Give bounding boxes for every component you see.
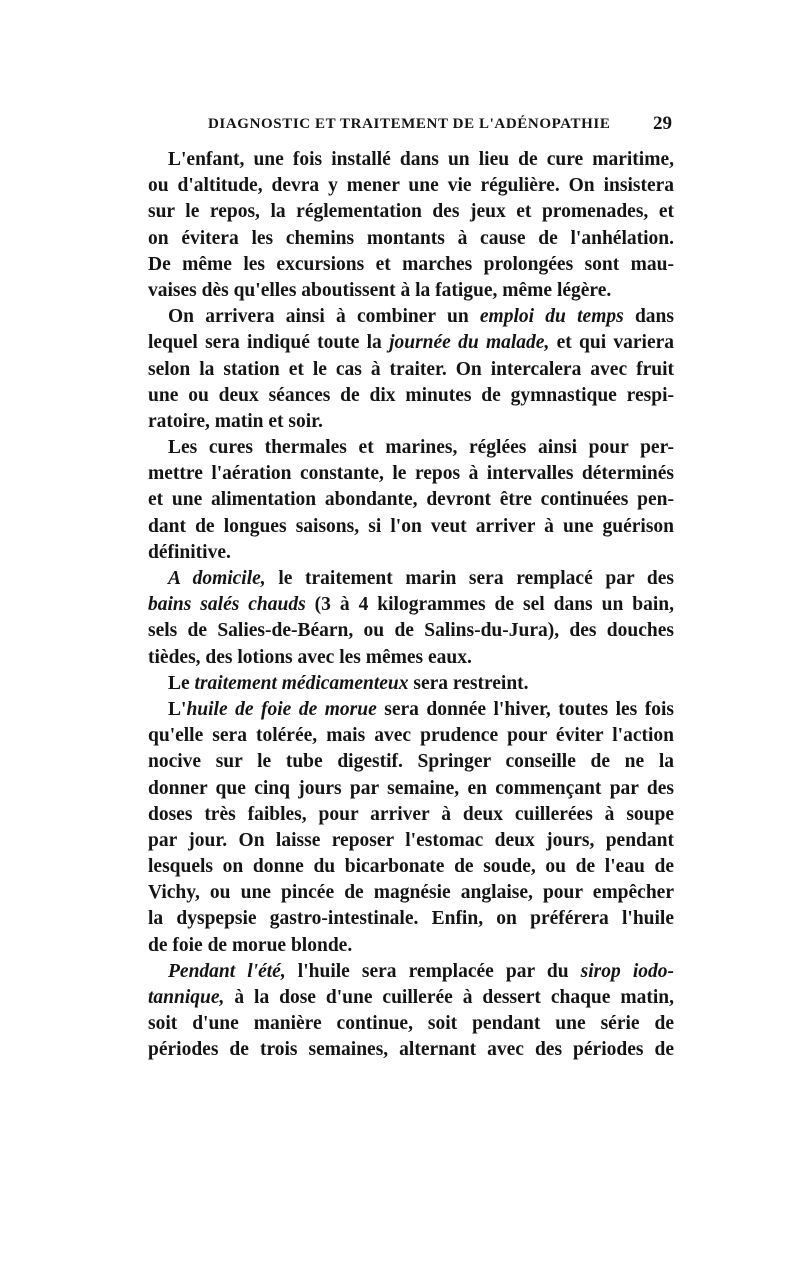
paragraph bbox=[128, 304, 674, 435]
paragraph bbox=[128, 959, 674, 1064]
text-line bbox=[128, 959, 674, 985]
text-line bbox=[128, 304, 674, 330]
paragraph bbox=[128, 671, 674, 697]
text-run: doses très faibles, pour arriver à deux cuillerées à soupe bbox=[148, 803, 674, 825]
text-run: sels de Salies-de-Béarn, ou de Salins-du-Jura), des douches bbox=[148, 620, 674, 642]
text-line bbox=[128, 985, 674, 1011]
text-run: vaises dès qu'elles aboutissent à la fatigue, même légère. bbox=[148, 279, 612, 301]
text-run: dans bbox=[623, 306, 674, 328]
text-run: mettre l'aération constante, le repos à intervalles déterminés bbox=[148, 463, 674, 485]
text-line bbox=[128, 226, 674, 252]
text-line bbox=[128, 147, 674, 173]
text-run: une ou deux séances de dix minutes de gymnastique respi- bbox=[148, 384, 674, 406]
text-line bbox=[128, 278, 674, 304]
text-line bbox=[128, 906, 674, 932]
text-run: définitive. bbox=[148, 541, 231, 563]
text-run: Vichy, ou une pincée de magnésie anglaise, pour empêcher bbox=[148, 882, 674, 904]
italic-run: bains salés chauds bbox=[148, 594, 306, 616]
text-run: l'huile sera remplacée par du bbox=[285, 960, 581, 982]
text-run: tièdes, des lotions avec les mêmes eaux. bbox=[148, 646, 472, 668]
text-line bbox=[128, 645, 674, 671]
text-run: Le bbox=[168, 672, 195, 694]
text-line bbox=[128, 383, 674, 409]
text-run: qu'elle sera tolérée, mais avec prudence pour éviter l'action bbox=[148, 725, 674, 747]
text-run: donner que cinq jours par semaine, en commençant par des bbox=[148, 777, 674, 799]
text-line bbox=[128, 435, 674, 461]
italic-run: emploi du temps bbox=[479, 306, 624, 328]
text-run: ratoire, matin et soir. bbox=[148, 410, 323, 432]
text-run: sera donnée l'hiver, toutes les fois bbox=[376, 698, 674, 720]
italic-run: A domicile, bbox=[168, 568, 266, 589]
text-line bbox=[128, 409, 674, 435]
text-run: sur le repos, la réglementation des jeux et promenades, et bbox=[148, 201, 674, 223]
text-run: lesquels on donne du bicarbonate de soude, ou de l'eau de bbox=[148, 856, 674, 878]
text-line bbox=[128, 854, 674, 880]
italic-run: journée du malade, bbox=[389, 332, 550, 354]
italic-run: tannique, bbox=[148, 987, 225, 1008]
paragraph bbox=[128, 435, 674, 566]
text-line bbox=[128, 487, 674, 513]
text-run: lequel sera indiqué toute la bbox=[148, 332, 390, 354]
text-run: L'enfant, une fois installé dans un lieu de cure maritime, bbox=[168, 149, 674, 170]
text-line bbox=[128, 1011, 674, 1037]
text-line bbox=[128, 540, 674, 566]
running-header bbox=[124, 112, 674, 136]
text-run: selon la station et le cas à traiter. On intercalera avec fruit bbox=[148, 358, 674, 380]
text-line bbox=[128, 697, 674, 723]
text-line bbox=[128, 173, 674, 199]
text-run: de foie de morue blonde. bbox=[148, 934, 353, 956]
page-number: 29 bbox=[653, 113, 672, 134]
text-run: (3 à 4 kilogrammes de sel dans un bain, bbox=[305, 594, 674, 616]
text-line bbox=[128, 252, 674, 278]
italic-run: Pendant l'été, bbox=[168, 960, 286, 982]
body-text bbox=[128, 147, 674, 1064]
text-run: De même les excursions et marches prolongées sont mau- bbox=[148, 253, 674, 275]
text-line bbox=[128, 933, 674, 959]
text-run: dant de longues saisons, si l'on veut arriver à une guérison bbox=[148, 515, 674, 537]
paragraph bbox=[128, 697, 674, 959]
text-line bbox=[128, 723, 674, 749]
text-run: par jour. On laisse reposer l'estomac deux jours, pendant bbox=[148, 829, 674, 851]
running-title: DIAGNOSTIC ET TRAITEMENT DE L'ADÉNOPATHIE bbox=[208, 116, 611, 132]
text-run: à la dose d'une cuillerée à dessert chaque matin, bbox=[224, 987, 674, 1008]
text-line bbox=[128, 880, 674, 906]
text-line bbox=[128, 461, 674, 487]
text-run: ou d'altitude, devra y mener une vie régulière. On insistera bbox=[148, 175, 674, 197]
italic-run: traitement médicamenteux bbox=[194, 672, 409, 694]
text-line bbox=[128, 749, 674, 775]
text-line bbox=[128, 618, 674, 644]
text-line bbox=[128, 828, 674, 854]
text-line bbox=[128, 671, 674, 697]
text-run: On arrivera ainsi à combiner un bbox=[168, 306, 480, 328]
text-run: on évitera les chemins montants à cause de l'anhélation. bbox=[148, 227, 674, 249]
text-run: nocive sur le tube digestif. Springer conseille de ne la bbox=[148, 751, 674, 773]
text-line bbox=[128, 357, 674, 383]
text-run: la dyspepsie gastro-intestinale. Enfin, on préférera l'huile bbox=[148, 908, 674, 930]
text-run: périodes de trois semaines, alternant avec des périodes de bbox=[148, 1039, 674, 1061]
text-run: L' bbox=[168, 698, 187, 720]
text-line bbox=[128, 199, 674, 225]
text-line bbox=[128, 330, 674, 356]
text-line bbox=[128, 1037, 674, 1063]
text-line bbox=[128, 802, 674, 828]
text-run: et une alimentation abondante, devront être continuées pen- bbox=[148, 489, 674, 511]
italic-run: sirop iodo- bbox=[580, 960, 674, 982]
text-line bbox=[128, 776, 674, 802]
text-run: et qui variera bbox=[549, 332, 675, 354]
text-run: le traitement marin sera remplacé par des bbox=[265, 568, 674, 589]
text-run: sera restreint. bbox=[408, 672, 529, 694]
italic-run: huile de foie de morue bbox=[186, 698, 377, 720]
text-line bbox=[128, 514, 674, 540]
text-line bbox=[128, 566, 674, 592]
paragraph bbox=[128, 566, 674, 671]
paragraph bbox=[128, 147, 674, 304]
text-line bbox=[128, 592, 674, 618]
text-run: soit d'une manière continue, soit pendant une série de bbox=[148, 1013, 674, 1035]
text-run: Les cures thermales et marines, réglées ainsi pour per- bbox=[168, 437, 674, 459]
